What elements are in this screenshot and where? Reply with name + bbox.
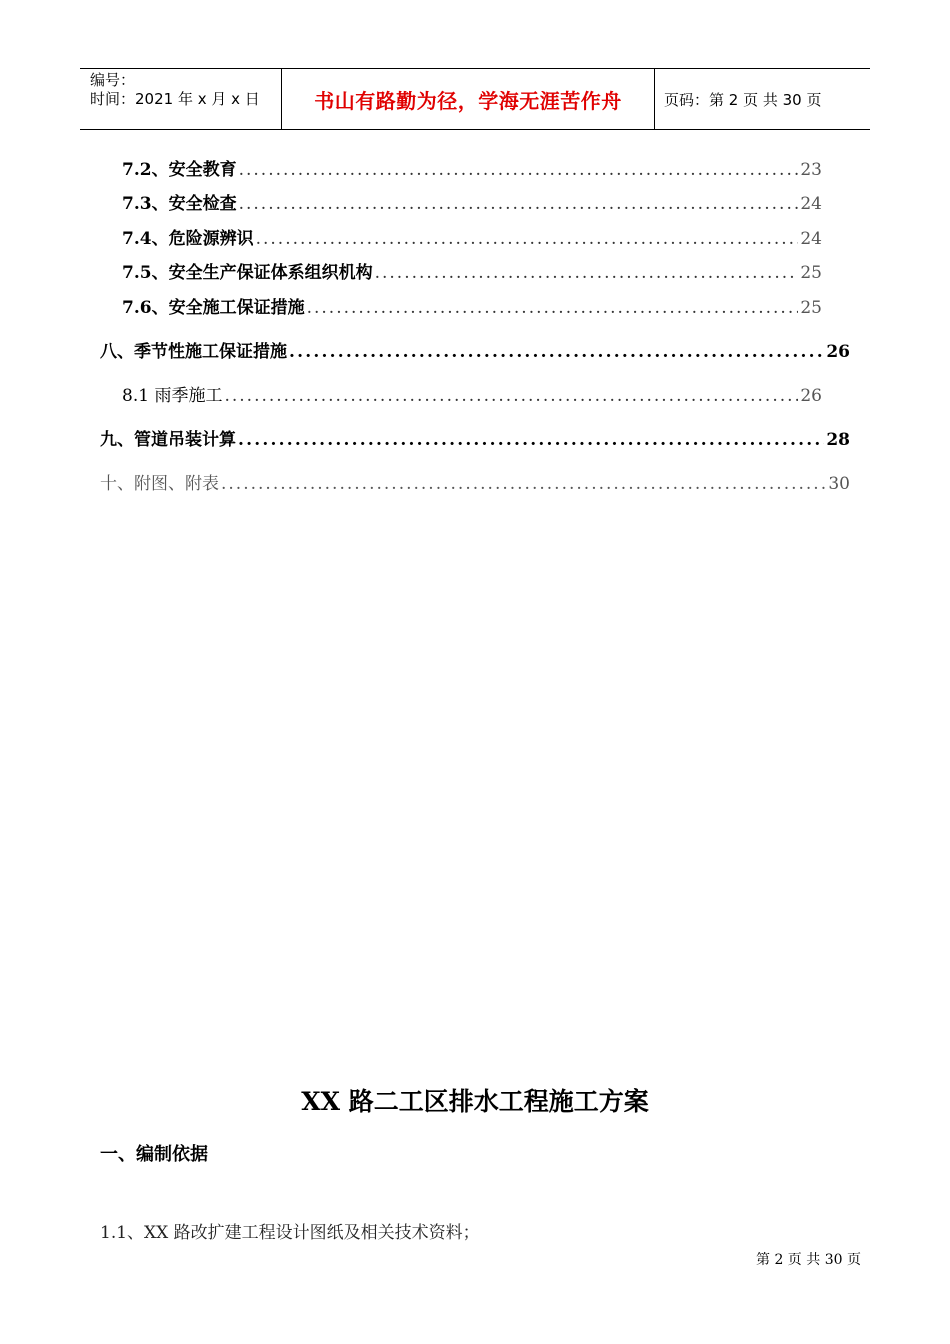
toc-entry-7-4[interactable]: [122, 224, 822, 249]
document-title: XX 路二工区排水工程施工方案: [301, 1087, 649, 1116]
toc-entry-page: 26: [826, 342, 850, 362]
toc-entry-label: 九、管道吊装计算: [100, 430, 236, 450]
toc-entry-chapter-8[interactable]: [100, 337, 850, 362]
toc-entry-7-6[interactable]: [122, 293, 822, 318]
header-motto-cell: [282, 69, 655, 129]
toc-entry-page: 25: [800, 263, 822, 283]
toc-entry-label: 八、季节性施工保证措施: [100, 342, 287, 362]
toc-entry-page: 24: [800, 229, 822, 249]
toc-entry-label: 7.5、安全生产保证体系组织机构: [122, 263, 373, 283]
toc-entry-page: 23: [800, 160, 822, 180]
header-number-label: 编号：: [90, 71, 136, 89]
toc-entry-label: 十、附图、附表: [100, 474, 219, 494]
toc-leader-dots: [224, 386, 798, 406]
toc-entry-7-5[interactable]: [122, 258, 822, 283]
toc-entry-page: 25: [800, 298, 822, 318]
toc-leader-dots: [256, 229, 799, 249]
toc-leader-dots: [238, 430, 824, 450]
toc-leader-dots: [239, 194, 799, 214]
toc-leader-dots: [239, 160, 799, 180]
toc-entry-label: 7.4、危险源辨识: [122, 229, 254, 249]
toc-entry-label: 7.3、安全检查: [122, 194, 237, 214]
toc-entry-label: 7.2、安全教育: [122, 160, 237, 180]
toc-leader-dots: [221, 474, 826, 494]
header-left-cell: [80, 69, 282, 129]
toc-entry-chapter-9[interactable]: [100, 425, 850, 450]
page-footer: 第 2 页 共 30 页: [756, 1252, 861, 1268]
toc-entry-page: 28: [826, 430, 850, 450]
header-page-info: 页码：第 2 页 共 30 页: [664, 90, 822, 109]
header-motto: 书山有路勤为径，学海无涯苦作舟: [314, 88, 622, 113]
header-time-label: 时间：2021 年 x 月 x 日: [90, 90, 260, 108]
toc-leader-dots: [307, 298, 799, 318]
toc-entry-page: 30: [828, 474, 850, 494]
toc-entry-7-3[interactable]: [122, 189, 822, 214]
toc-entry-8-1[interactable]: [122, 381, 822, 406]
toc-leader-dots: [375, 263, 799, 283]
toc-entry-page: 26: [800, 386, 822, 406]
toc-entry-page: 24: [800, 194, 822, 214]
toc-leader-dots: [289, 342, 824, 362]
toc-entry-7-2[interactable]: [122, 155, 822, 180]
toc-entry-label: 7.6、安全施工保证措施: [122, 298, 305, 318]
page-header: [80, 68, 870, 130]
toc-entry-label: 8.1 雨季施工: [122, 386, 223, 406]
body-paragraph: 1.1、XX 路改扩建工程设计图纸及相关技术资料；: [100, 1223, 480, 1243]
section-heading: 一、编制依据: [100, 1144, 208, 1165]
toc-entry-chapter-10[interactable]: [100, 469, 850, 494]
